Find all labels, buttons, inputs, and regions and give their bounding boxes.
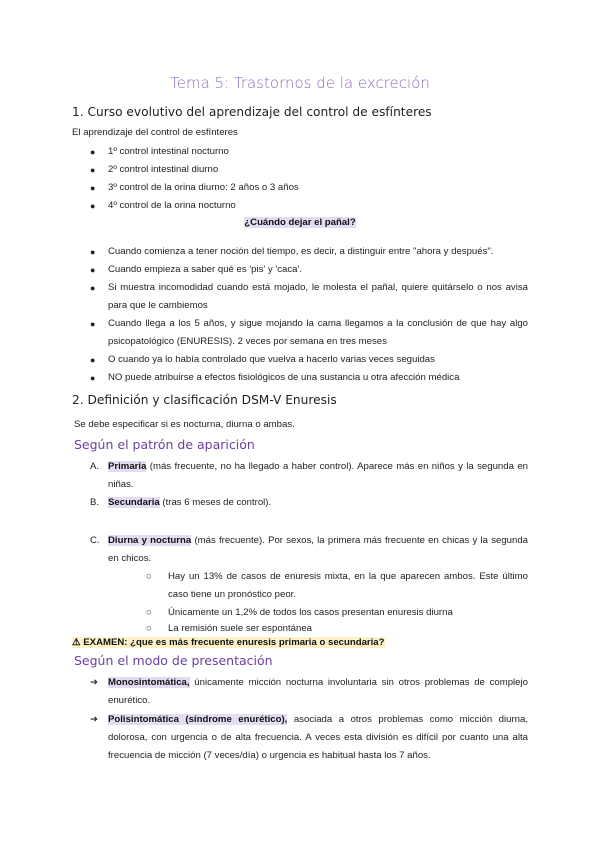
list-item <box>90 369 528 387</box>
item-text: (tras 6 meses de control). <box>159 497 272 508</box>
item-text: Si muestra incomodidad cuando está mojado, le molesta el pañal, quiere quitárselo o nos avisa para que le cambiemos <box>108 282 528 311</box>
question-heading: ¿Cuándo dejar el pañal? <box>244 217 356 228</box>
list-item <box>90 711 528 765</box>
circle-bullet-icon: ○ <box>146 571 152 582</box>
item-text: La remisión suele ser espontánea <box>168 623 312 634</box>
list-item <box>90 179 528 197</box>
list-item <box>90 197 528 215</box>
item-text: Hay un 13% de casos de enuresis mixta, en la que aparecen ambos. Este último caso tiene un pronóstico peor. <box>168 571 528 600</box>
list-item <box>90 351 528 369</box>
list-item <box>90 143 528 161</box>
sub-list-item <box>146 622 528 635</box>
bullet-icon: ● <box>90 373 96 383</box>
item-text: Cuando llega a los 5 años, y sigue mojando la cama llegamos a la conclusión de que hay algo psicopatológico (ENURESIS). 2 veces por semana en tres meses <box>108 318 528 347</box>
bullet-icon: ● <box>90 319 96 329</box>
bullet-icon: ● <box>90 165 96 175</box>
term: Diurna y nocturna <box>108 535 192 546</box>
bullet-icon: ● <box>90 265 96 275</box>
list-marker: A. <box>90 461 100 472</box>
list-item <box>90 494 528 512</box>
circle-bullet-icon: ○ <box>146 607 152 618</box>
list-item <box>90 279 528 315</box>
bullet-icon: ● <box>90 247 96 257</box>
bullet-icon: ● <box>90 201 96 211</box>
item-text: O cuando ya lo había controlado que vuelva a hacerlo varias veces seguidas <box>108 354 435 365</box>
bullet-icon: ● <box>90 183 96 193</box>
item-text: 3º control de la orina diurno: 2 años o 3 años <box>108 182 299 193</box>
bullet-icon: ● <box>90 283 96 293</box>
section2-intro: Se debe especificar si es nocturna, diurna o ambas. <box>74 419 295 430</box>
list-item <box>90 532 529 568</box>
list-item <box>90 161 528 179</box>
item-text: 4º control de la orina nocturno <box>108 200 236 211</box>
item-text: 2º control intestinal diurno <box>108 164 219 175</box>
list-marker: B. <box>90 497 100 508</box>
presentation-heading: Según el modo de presentación <box>74 653 273 668</box>
pattern-heading: Según el patrón de aparición <box>74 437 255 452</box>
exam-note: ⚠ EXAMEN: ¿que es más frecuente enuresis primaria o secundaria? <box>72 637 385 648</box>
list-item <box>90 261 528 279</box>
list-item <box>90 243 528 261</box>
item-text: Cuando comienza a tener noción del tiempo, es decir, a distinguir entre "ahora y después". <box>108 246 494 257</box>
sub-list-item <box>146 604 528 622</box>
page-title: Tema 5: Trastornos de la excreción <box>170 74 430 92</box>
item-text: Únicamente un 1,2% de todos los casos presentan enuresis diurna <box>168 607 453 618</box>
term: Polisintomática (síndrome enurético), <box>108 714 288 725</box>
item-text: Cuando empieza a saber qué es 'pis' y 'caca'. <box>108 264 302 275</box>
section2-heading: 2. Definición y clasificación DSM-V Enuresis <box>72 393 337 407</box>
circle-bullet-icon: ○ <box>146 623 152 634</box>
section1-intro: El aprendizaje del control de esfínteres <box>72 127 238 138</box>
item-text: NO puede atribuirse a efectos fisiológicos de una sustancia u otra afección médica <box>108 372 460 383</box>
list-marker: C. <box>90 535 100 546</box>
bullet-icon: ● <box>90 355 96 365</box>
list-item <box>90 458 528 494</box>
section1-heading: 1. Curso evolutivo del aprendizaje del control de esfínteres <box>72 105 432 119</box>
item-text: (más frecuente, no ha llegado a haber control). Aparece más en niños y la segunda en niñas. <box>108 461 528 490</box>
item-text: únicamente micción nocturna involuntaria sin otros problemas de complejo enurético. <box>108 677 528 706</box>
term: Secundaria <box>108 497 160 508</box>
item-text: 1º control intestinal nocturno <box>108 146 229 157</box>
item-text: (más frecuente). Por sexos, la primera más frecuente en chicas y la segunda en chicos. <box>108 535 529 564</box>
list-item <box>90 674 528 710</box>
arrow-right-icon: ➔ <box>90 677 99 688</box>
arrow-right-icon: ➔ <box>90 714 99 725</box>
term: Primaria <box>108 461 147 472</box>
list-item <box>90 315 528 351</box>
item-text: asociada a otros problemas como micción diurna, dolorosa, con urgencia o de alta frecuencia. A veces esta división es difícil por cuanto una alta frecuencia de micción (7 veces/día) o urgencia es habitual hasta los 7 años. <box>108 714 528 761</box>
bullet-icon: ● <box>90 147 96 157</box>
sub-list-item <box>146 568 528 604</box>
term: Monosintomática, <box>108 677 190 688</box>
